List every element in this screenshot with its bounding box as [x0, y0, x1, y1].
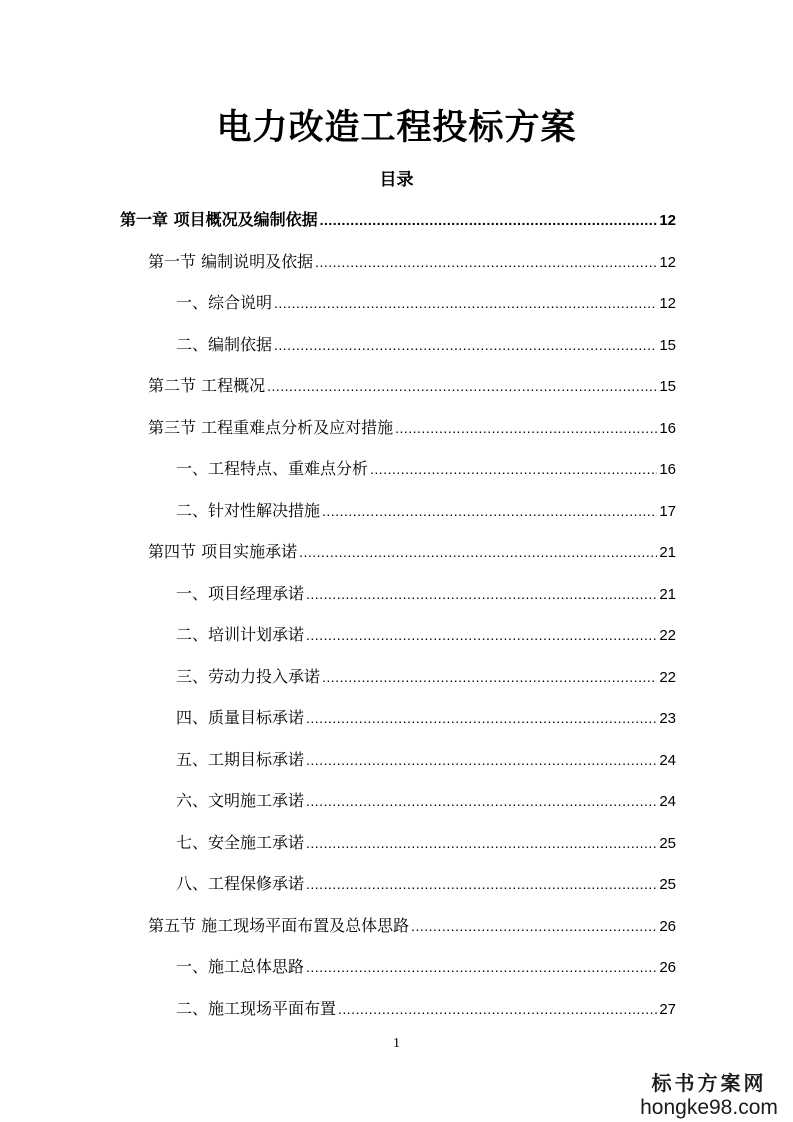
- toc-entry-page: 23: [659, 710, 676, 727]
- toc-entry-subsection[interactable]: [176, 828, 676, 858]
- toc-entry-section-3[interactable]: [148, 413, 676, 443]
- toc-entry-subsection[interactable]: [176, 786, 676, 816]
- toc-entry-page: 12: [659, 253, 676, 271]
- toc-dot-leader: [306, 579, 657, 609]
- toc-entry-subsection[interactable]: [176, 288, 676, 318]
- toc-entry-subsection[interactable]: [176, 703, 676, 733]
- toc-dot-leader: [274, 330, 657, 360]
- toc-dot-leader: [306, 745, 657, 775]
- toc-entry-subsection[interactable]: [176, 579, 676, 609]
- toc-entry-label: 三、劳动力投入承诺: [176, 666, 321, 686]
- toc-entry-subsection[interactable]: [176, 330, 676, 360]
- toc-entry-chapter-1[interactable]: [120, 205, 676, 235]
- document-title: 电力改造工程投标方案: [216, 107, 577, 148]
- toc-entry-label: 二、编制依据: [176, 334, 273, 354]
- toc-entry-subsection[interactable]: [176, 620, 676, 650]
- toc-entry-page: 26: [659, 959, 676, 976]
- toc-entry-label: 第一章 项目概况及编制依据: [120, 210, 318, 229]
- toc-entry-label: 二、施工现场平面布置: [176, 998, 337, 1018]
- toc-entry-label: 一、综合说明: [176, 293, 273, 312]
- page-number: 1: [393, 1036, 400, 1051]
- toc-entry-section-2[interactable]: [148, 371, 676, 401]
- toc-entry-page: 25: [659, 876, 676, 893]
- toc-dot-leader: [322, 496, 657, 526]
- toc-entry-label: 第四节 项目实施承诺: [148, 542, 298, 561]
- toc-entry-label: 第一节 编制说明及依据: [148, 251, 314, 271]
- toc-dot-leader: [274, 288, 657, 318]
- toc-entry-label: 一、施工总体思路: [176, 957, 305, 976]
- toc-entry-label: 六、文明施工承诺: [176, 791, 305, 810]
- toc-entry-page: 16: [659, 461, 676, 478]
- toc-entry-subsection[interactable]: [176, 745, 676, 775]
- toc-dot-leader: [338, 994, 657, 1024]
- toc-entry-label: 八、工程保修承诺: [176, 874, 305, 893]
- toc-dot-leader: [306, 952, 657, 982]
- toc-entry-page: 21: [659, 585, 676, 603]
- toc-entry-page: 22: [659, 668, 676, 686]
- toc-dot-leader: [411, 911, 657, 941]
- toc-entry-page: 21: [659, 544, 676, 561]
- watermark-logo: [639, 1070, 779, 1120]
- toc-dot-leader: [306, 869, 657, 899]
- toc-entry-label: 七、安全施工承诺: [176, 832, 305, 852]
- toc-dot-leader: [370, 454, 657, 484]
- toc-dot-leader: [315, 247, 657, 277]
- toc-entry-label: 四、质量目标承诺: [176, 708, 305, 727]
- toc-entry-page: 12: [659, 212, 676, 229]
- toc-entry-subsection[interactable]: [176, 662, 676, 692]
- toc-entry-section-5[interactable]: [148, 911, 676, 941]
- toc-dot-leader: [306, 786, 657, 816]
- toc-entry-label: 一、项目经理承诺: [176, 583, 305, 603]
- toc-dot-leader: [306, 620, 657, 650]
- toc-entry-label: 一、工程特点、重难点分析: [176, 459, 369, 478]
- toc-entry-label: 五、工期目标承诺: [176, 749, 305, 769]
- toc-entry-subsection[interactable]: [176, 454, 676, 484]
- toc-entry-label: 第三节 工程重难点分析及应对措施: [148, 417, 394, 437]
- toc-entry-page: 16: [659, 419, 676, 437]
- toc-entry-label: 第五节 施工现场平面布置及总体思路: [148, 915, 410, 935]
- toc-dot-leader: [267, 371, 657, 401]
- toc-entry-page: 12: [659, 295, 676, 312]
- toc-dot-leader: [306, 703, 657, 733]
- toc-entry-label: 二、培训计划承诺: [176, 625, 305, 644]
- toc-entry-page: 24: [659, 793, 676, 810]
- toc-entry-subsection[interactable]: [176, 496, 676, 526]
- toc-entry-page: 24: [659, 751, 676, 769]
- toc-dot-leader: [395, 413, 657, 443]
- toc-entry-page: 15: [659, 378, 676, 395]
- toc-entry-label: 二、针对性解决措施: [176, 500, 321, 520]
- watermark-chinese-text: 标书方案网: [651, 1071, 767, 1095]
- toc-entry-page: 15: [659, 336, 676, 354]
- toc-entry-subsection[interactable]: [176, 869, 676, 899]
- toc-entry-section-1[interactable]: [148, 247, 676, 277]
- toc-entry-page: 26: [659, 917, 676, 935]
- toc-entry-section-4[interactable]: [148, 537, 676, 567]
- toc-entry-subsection[interactable]: [176, 952, 676, 982]
- toc-heading: 目录: [379, 170, 414, 190]
- toc-dot-leader: [306, 828, 657, 858]
- toc-entry-page: 22: [659, 627, 676, 644]
- toc-entry-subsection[interactable]: [176, 994, 676, 1024]
- watermark-url-text: hongke98.com: [640, 1096, 778, 1119]
- toc-entry-page: 25: [659, 834, 676, 852]
- toc-dot-leader: [322, 662, 657, 692]
- toc-dot-leader: [320, 205, 658, 235]
- toc-dot-leader: [299, 537, 657, 567]
- toc-entry-page: 27: [659, 1000, 676, 1018]
- toc-entry-label: 第二节 工程概况: [148, 376, 266, 395]
- toc-entry-page: 17: [659, 502, 676, 520]
